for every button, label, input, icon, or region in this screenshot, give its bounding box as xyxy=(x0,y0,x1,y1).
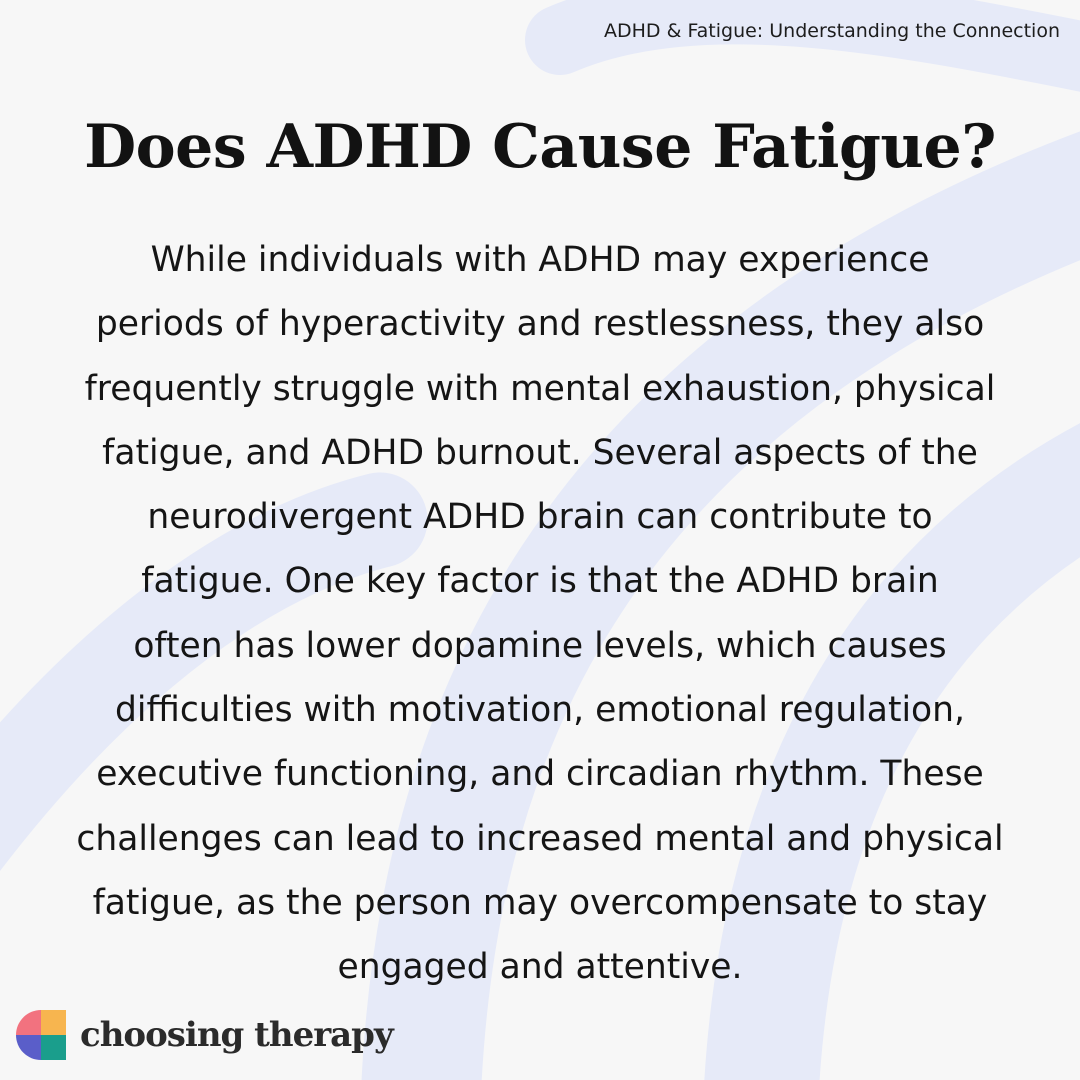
body-line: engaged and attentive. xyxy=(337,947,743,988)
body-paragraph xyxy=(40,228,1040,1000)
body-line: fatigue. One key factor is that the ADHD brain xyxy=(141,561,939,602)
body-line: executive functioning, and circadian rhythm. These xyxy=(96,754,984,795)
body-line: neurodivergent ADHD brain can contribute to xyxy=(147,497,933,538)
body-line: challenges can lead to increased mental and physical xyxy=(76,818,1004,859)
body-line: fatigue, and ADHD burnout. Several aspects of the xyxy=(102,432,978,473)
body-line: often has lower dopamine levels, which causes xyxy=(133,625,947,666)
body-line: difficulties with motivation, emotional regulation, xyxy=(114,690,966,731)
body-line: periods of hyperactivity and restlessness, they also xyxy=(95,304,985,345)
body-line: While individuals with ADHD may experience xyxy=(150,240,930,280)
choosing-therapy-logo-icon xyxy=(14,1008,68,1062)
brand-name: choosing therapy xyxy=(80,1015,393,1055)
page-title: Does ADHD Cause Fatigue? xyxy=(84,112,996,182)
header-caption: ADHD & Fatigue: Understanding the Connection xyxy=(604,20,1060,42)
body-line: frequently struggle with mental exhaustion, physical xyxy=(84,368,996,409)
body-line: fatigue, as the person may overcompensate to stay xyxy=(92,882,988,923)
brand-footer xyxy=(14,1007,393,1063)
